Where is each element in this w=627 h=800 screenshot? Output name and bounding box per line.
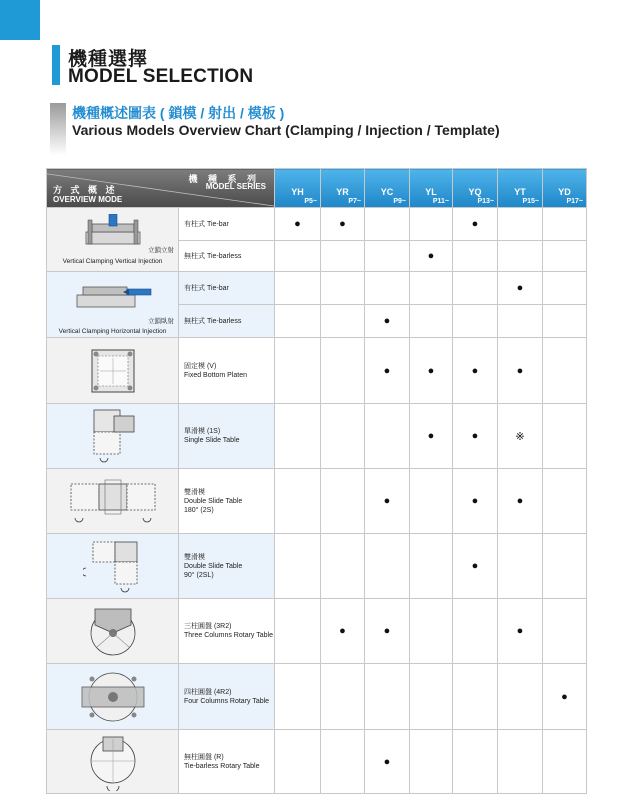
series-name: YL: [425, 187, 437, 197]
row-label: 有柱式 Tie-bar: [179, 272, 275, 305]
fixed-platen-illustration-cell: [47, 338, 179, 404]
series-name: YH: [291, 187, 304, 197]
mark-cell: [275, 338, 321, 404]
double-slide-90-illustration-cell: [47, 534, 179, 599]
group-caption-cn: 立鎖立射: [148, 247, 174, 254]
mark-cell: ●: [543, 664, 587, 730]
mark-cell: ●: [498, 272, 543, 305]
mark-cell: [275, 241, 321, 272]
mark-cell: [498, 305, 543, 338]
mark-cell: [543, 730, 587, 794]
group-caption-en: Vertical Clamping Vertical Injection: [62, 258, 163, 265]
row-label: 雙滑模 Double Slide Table 180° (2S): [179, 469, 275, 534]
table-row: [47, 404, 587, 469]
mark-cell: [275, 404, 321, 469]
vertical-injection-machine-icon: [78, 214, 148, 248]
series-header-yq: [453, 169, 498, 208]
series-page: P15~: [522, 198, 539, 205]
vertical-vertical-illustration-cell: [47, 208, 179, 272]
mark-cell: [410, 272, 453, 305]
mark-cell: [321, 241, 365, 272]
page-title-en: MODEL SELECTION: [68, 66, 254, 87]
table-row: [47, 208, 587, 241]
table-row: [47, 664, 587, 730]
mark-cell: [543, 338, 587, 404]
series-header-yl: [410, 169, 453, 208]
mark-cell: [498, 664, 543, 730]
series-page: P9~: [393, 198, 406, 205]
mark-cell: [365, 208, 410, 241]
mark-cell: ●: [498, 469, 543, 534]
mark-cell: [365, 534, 410, 599]
mark-cell: [453, 272, 498, 305]
mark-cell: [453, 730, 498, 794]
table-row: [47, 534, 587, 599]
subtitle-en: Various Models Overview Chart (Clamping / Injection / Template): [72, 122, 500, 138]
series-header-yc: [365, 169, 410, 208]
series-header-yd: [543, 169, 587, 208]
mark-cell: [498, 730, 543, 794]
horizontal-injection-machine-icon: [73, 281, 153, 311]
mark-cell: [543, 208, 587, 241]
double-slide-90-icon: [83, 538, 143, 594]
mark-cell: ●: [453, 404, 498, 469]
mark-cell: ●: [365, 338, 410, 404]
row-label: 無柱圓盤 (R) Tie-barless Rotary Table: [179, 730, 275, 794]
mark-cell: [321, 730, 365, 794]
mark-cell: [543, 404, 587, 469]
three-columns-rotary-illustration-cell: [47, 599, 179, 664]
row-label: 固定模 (V) Fixed Bottom Platen: [179, 338, 275, 404]
double-slide-180-icon: [67, 478, 159, 524]
mark-cell: [543, 599, 587, 664]
mark-cell: ●: [410, 241, 453, 272]
table-row: [47, 338, 587, 404]
row-label: 無柱式 Tie-barless: [179, 305, 275, 338]
mark-cell: [453, 241, 498, 272]
mark-cell: [410, 305, 453, 338]
mark-cell: [275, 730, 321, 794]
single-slide-table-icon: [88, 408, 138, 464]
row-label: 四柱圓盤 (4R2) Four Columns Rotary Table: [179, 664, 275, 730]
mark-cell: [453, 664, 498, 730]
tiebarless-rotary-illustration-cell: [47, 730, 179, 794]
series-name: YD: [558, 187, 571, 197]
series-name: YT: [514, 187, 526, 197]
mark-cell: [365, 664, 410, 730]
mark-cell: ●: [275, 208, 321, 241]
mark-cell: [365, 272, 410, 305]
row-label: 有柱式 Tie-bar: [179, 208, 275, 241]
corner-accent-block: [0, 0, 40, 40]
mark-cell: [410, 599, 453, 664]
table-header-mode-cell: [47, 169, 275, 208]
mark-cell: [275, 664, 321, 730]
mark-cell: [321, 404, 365, 469]
mark-cell: ●: [410, 338, 453, 404]
mark-cell: ●: [498, 338, 543, 404]
series-header-yt: [498, 169, 543, 208]
mark-cell: ※: [498, 404, 543, 469]
row-label: 三柱圓盤 (3R2) Three Columns Rotary Table: [179, 599, 275, 664]
mark-cell: ●: [365, 730, 410, 794]
mark-cell: [275, 469, 321, 534]
series-page: P17~: [566, 198, 583, 205]
single-slide-illustration-cell: [47, 404, 179, 469]
row-label: 單滑模 (1S) Single Slide Table: [179, 404, 275, 469]
three-columns-rotary-icon: [85, 603, 141, 659]
model-series-en: MODEL SERIES: [205, 182, 266, 191]
mark-cell: [321, 664, 365, 730]
subtitle-accent-bar: [50, 103, 66, 155]
mark-cell: [321, 534, 365, 599]
mark-cell: [498, 208, 543, 241]
series-name: YC: [380, 187, 394, 197]
series-header-yr: [321, 169, 365, 208]
mark-cell: [543, 469, 587, 534]
mark-cell: [410, 208, 453, 241]
mark-cell: [543, 241, 587, 272]
mark-cell: ●: [453, 534, 498, 599]
mark-cell: ●: [453, 208, 498, 241]
row-label: 雙滑模 Double Slide Table 90° (2SL): [179, 534, 275, 599]
mark-cell: [275, 305, 321, 338]
mark-cell: ●: [365, 305, 410, 338]
mark-cell: [410, 469, 453, 534]
mark-cell: ●: [453, 469, 498, 534]
series-page: P11~: [432, 198, 449, 205]
mark-cell: ●: [410, 404, 453, 469]
series-page: P7~: [348, 198, 361, 205]
table-header-row: [47, 169, 587, 208]
series-name: YR: [336, 187, 349, 197]
mark-cell: ●: [321, 599, 365, 664]
table-row: [47, 730, 587, 794]
mark-cell: [543, 305, 587, 338]
subtitle-cn: 機種概述圖表 ( 鎖模 / 射出 / 模板 ): [72, 105, 285, 121]
group-caption-en: Vertical Clamping Horizontal Injection: [58, 328, 167, 335]
mark-cell: [321, 305, 365, 338]
group-caption-cn: 立鎖臥射: [148, 318, 174, 325]
series-name: YQ: [468, 187, 482, 197]
mark-cell: [365, 241, 410, 272]
mark-cell: [498, 241, 543, 272]
mark-cell: ●: [365, 599, 410, 664]
mark-cell: [410, 664, 453, 730]
mark-cell: [453, 305, 498, 338]
mark-cell: ●: [365, 469, 410, 534]
page-title-cn: 機種選擇: [68, 49, 149, 70]
mark-cell: ●: [453, 338, 498, 404]
mark-cell: [321, 272, 365, 305]
mark-cell: [365, 404, 410, 469]
mark-cell: [410, 534, 453, 599]
row-label: 無柱式 Tie-barless: [179, 241, 275, 272]
four-columns-rotary-icon: [78, 669, 148, 725]
mark-cell: [543, 272, 587, 305]
table-row: [47, 599, 587, 664]
double-slide-180-illustration-cell: [47, 469, 179, 534]
mark-cell: [543, 534, 587, 599]
mark-cell: [275, 534, 321, 599]
series-page: P13~: [477, 198, 494, 205]
mark-cell: [275, 272, 321, 305]
overview-table: [46, 168, 587, 794]
overview-mode-en: OVERVIEW MODE: [53, 195, 123, 204]
fixed-platen-icon: [90, 348, 136, 394]
mark-cell: [410, 730, 453, 794]
four-columns-rotary-illustration-cell: [47, 664, 179, 730]
series-page: P5~: [304, 198, 317, 205]
mark-cell: [275, 599, 321, 664]
overview-mode-cn: 方 式 概 述: [53, 185, 118, 195]
mark-cell: [498, 534, 543, 599]
title-accent-bar: [52, 45, 60, 85]
table-row: [47, 272, 587, 305]
mark-cell: [321, 469, 365, 534]
vertical-horizontal-illustration-cell: [47, 272, 179, 338]
mark-cell: ●: [498, 599, 543, 664]
mark-cell: ●: [321, 208, 365, 241]
table-row: [47, 469, 587, 534]
series-header-yh: [275, 169, 321, 208]
mark-cell: [321, 338, 365, 404]
tiebarless-rotary-icon: [87, 733, 139, 791]
mark-cell: [453, 599, 498, 664]
model-series-cn: 機 種 系 列: [188, 174, 260, 184]
